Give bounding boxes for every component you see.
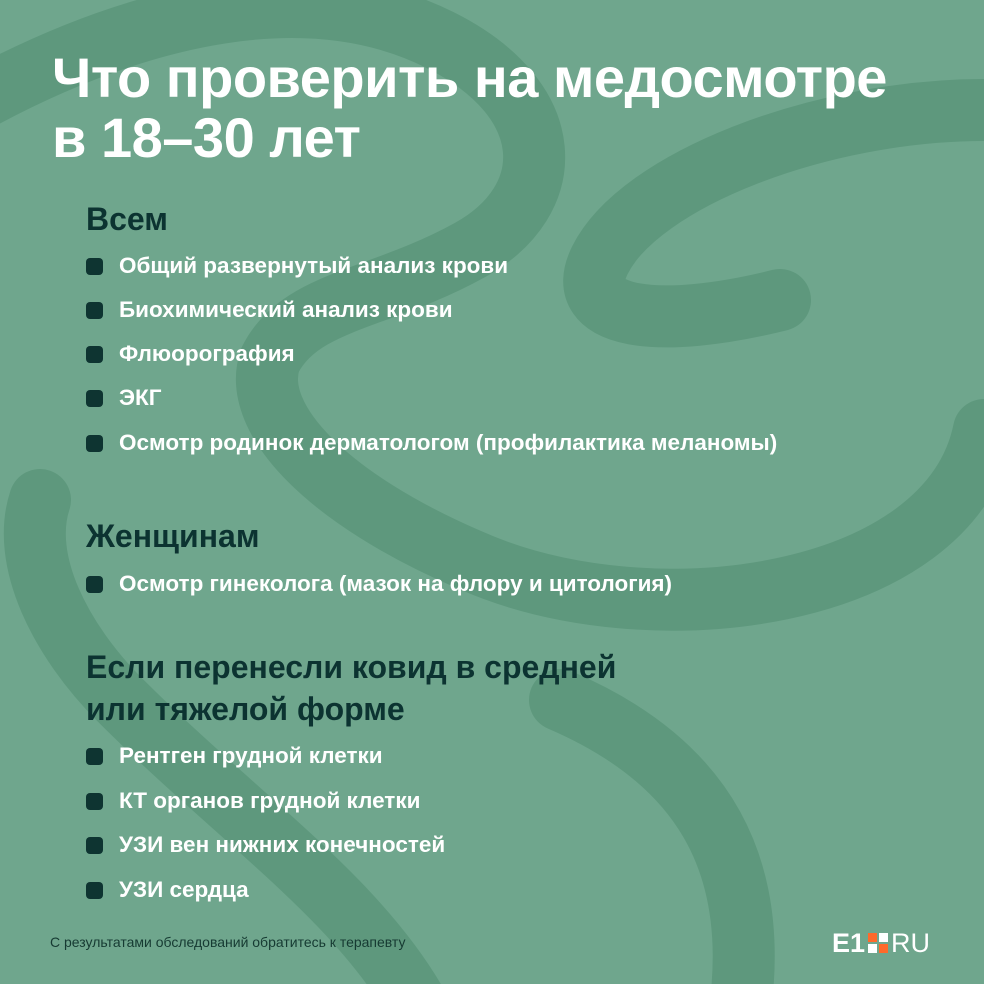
list-item	[86, 246, 508, 286]
list-item-label: Осмотр гинеколога (мазок на флору и цитология)	[119, 571, 673, 596]
list-item-label: КТ органов грудной клетки	[119, 788, 421, 813]
bullet-square-icon	[86, 748, 103, 765]
bullet-square-icon	[86, 346, 103, 363]
logo-text-ru: RU	[891, 927, 931, 958]
logo-mark-icon	[868, 933, 888, 953]
section-heading-all: Всем	[86, 201, 168, 237]
list-item	[86, 378, 162, 418]
title-line-1: Что проверить на медосмотре	[52, 46, 887, 109]
list-item	[86, 290, 453, 330]
list-item-label: Биохимический анализ крови	[119, 297, 453, 322]
list-item-label: Рентген грудной клетки	[119, 743, 383, 768]
bullet-square-icon	[86, 390, 103, 407]
list-item	[86, 334, 295, 374]
e1-logo	[832, 926, 930, 960]
list-item	[86, 564, 672, 604]
section-heading-covid	[86, 646, 786, 730]
list-item-label: Флюорография	[119, 341, 295, 366]
title-line-2: в 18–30 лет	[52, 106, 361, 169]
list-item-label: ЭКГ	[119, 385, 162, 410]
list-item	[86, 825, 445, 865]
bullet-square-icon	[86, 302, 103, 319]
list-item-label: Осмотр родинок дерматологом (профилактика меланомы)	[119, 430, 778, 455]
list-item-label: Общий развернутый анализ крови	[119, 253, 509, 278]
list-item	[86, 781, 420, 821]
list-item-label: УЗИ сердца	[119, 877, 249, 902]
section-heading-women: Женщинам	[86, 518, 260, 554]
list-item-label: УЗИ вен нижних конечностей	[119, 832, 446, 857]
list-item	[86, 870, 249, 910]
bullet-square-icon	[86, 837, 103, 854]
bullet-square-icon	[86, 258, 103, 275]
list-item	[86, 423, 777, 463]
bullet-square-icon	[86, 793, 103, 810]
bullet-square-icon	[86, 576, 103, 593]
footer-note: С результатами обследований обратитесь к терапевту	[50, 934, 406, 950]
section-heading-covid-line-2: или тяжелой форме	[86, 691, 405, 727]
section-heading-covid-line-1: Если перенесли ковид в средней	[86, 649, 617, 685]
list-item	[86, 736, 383, 776]
logo-text-e1: E1	[832, 927, 866, 958]
page-title	[52, 48, 952, 168]
bullet-square-icon	[86, 882, 103, 899]
bullet-square-icon	[86, 435, 103, 452]
